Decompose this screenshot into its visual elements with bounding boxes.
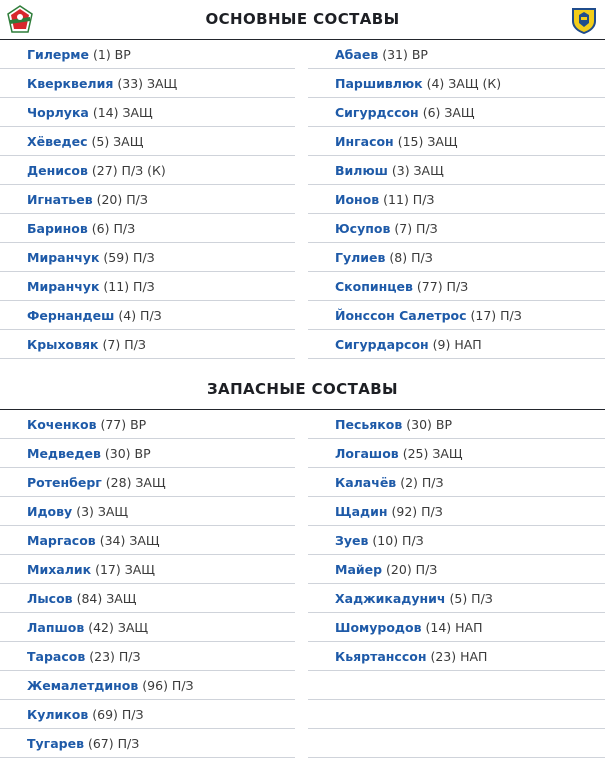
player-row[interactable] — [0, 301, 295, 330]
home-substitutes-list — [0, 410, 295, 758]
player-name[interactable]: Ионов — [335, 192, 380, 207]
player-name[interactable]: Гилерме — [27, 47, 89, 62]
player-row[interactable] — [308, 497, 605, 526]
player-name[interactable]: Ротенберг — [27, 475, 102, 490]
player-row[interactable] — [0, 410, 295, 439]
player-row[interactable] — [308, 613, 605, 642]
starting-lineups-header — [0, 0, 605, 40]
player-meta: (15) ЗАЩ — [397, 134, 458, 149]
empty-row — [308, 671, 605, 700]
player-meta: (77) ВР — [100, 417, 147, 432]
player-row[interactable] — [308, 156, 605, 185]
player-name[interactable]: Куликов — [27, 707, 89, 722]
player-meta: (27) П/З (К) — [91, 163, 166, 178]
player-row[interactable] — [0, 468, 295, 497]
player-row[interactable] — [308, 468, 605, 497]
player-name[interactable]: Баринов — [27, 221, 88, 236]
player-name[interactable]: Песьяков — [335, 417, 403, 432]
player-row[interactable] — [308, 301, 605, 330]
empty-row — [308, 729, 605, 758]
player-meta: (30) ВР — [104, 446, 151, 461]
player-meta: (7) П/З — [102, 337, 146, 352]
player-name[interactable]: Кьяртанссон — [335, 649, 427, 664]
player-row[interactable] — [0, 584, 295, 613]
player-meta: (3) ЗАЩ — [391, 163, 444, 178]
player-row[interactable] — [308, 410, 605, 439]
player-name[interactable]: Тугарев — [27, 736, 84, 751]
player-row[interactable] — [308, 243, 605, 272]
player-name[interactable]: Шомуродов — [335, 620, 422, 635]
player-name[interactable]: Абаев — [335, 47, 379, 62]
player-name[interactable]: Сигурдарсон — [335, 337, 429, 352]
player-meta: (6) ЗАЩ — [422, 105, 475, 120]
player-name[interactable]: Юсупов — [335, 221, 391, 236]
player-meta: (6) П/З — [91, 221, 136, 236]
player-row[interactable] — [308, 330, 605, 359]
player-row[interactable] — [308, 214, 605, 243]
player-meta: (17) П/З — [470, 308, 522, 323]
player-row[interactable] — [308, 185, 605, 214]
player-name[interactable]: Логашов — [335, 446, 399, 461]
player-meta: (14) ЗАЩ — [92, 105, 153, 120]
player-name[interactable]: Лапшов — [27, 620, 85, 635]
player-row[interactable] — [308, 526, 605, 555]
player-name[interactable]: Сигурдссон — [335, 105, 419, 120]
player-name[interactable]: Майер — [335, 562, 383, 577]
player-meta: (5) ЗАЩ — [91, 134, 144, 149]
player-name[interactable]: Калачёв — [335, 475, 397, 490]
player-meta: (77) П/З — [416, 279, 469, 294]
player-row[interactable] — [0, 243, 295, 272]
player-meta: (28) ЗАЩ — [105, 475, 166, 490]
player-row[interactable] — [0, 98, 295, 127]
player-row[interactable] — [0, 330, 295, 359]
player-name[interactable]: Щадин — [335, 504, 388, 519]
player-name[interactable]: Йонссон Салетрос — [335, 308, 467, 323]
player-name[interactable]: Вилюш — [335, 163, 388, 178]
player-name[interactable]: Чорлука — [27, 105, 89, 120]
player-row[interactable] — [308, 439, 605, 468]
player-row[interactable] — [0, 69, 295, 98]
player-name[interactable]: Миранчук — [27, 250, 100, 265]
player-meta: (59) П/З — [103, 250, 155, 265]
player-name[interactable]: Паршивлюк — [335, 76, 423, 91]
player-name[interactable]: Ингасон — [335, 134, 394, 149]
player-meta: (4) П/З — [118, 308, 162, 323]
player-meta: (5) П/З — [449, 591, 493, 606]
player-meta: (9) НАП — [432, 337, 482, 352]
player-row[interactable] — [308, 98, 605, 127]
player-name[interactable]: Гулиев — [335, 250, 386, 265]
player-row[interactable] — [0, 156, 295, 185]
player-meta: (67) П/З — [87, 736, 140, 751]
player-name[interactable]: Хёведес — [27, 134, 88, 149]
player-name[interactable]: Идову — [27, 504, 73, 519]
player-row[interactable] — [308, 642, 605, 671]
player-meta: (92) П/З — [391, 504, 443, 519]
substitutes-header — [0, 370, 605, 410]
player-meta: (1) ВР — [92, 47, 131, 62]
player-row[interactable] — [308, 272, 605, 301]
section-title: ОСНОВНЫЕ СОСТАВЫ — [205, 10, 400, 28]
rostov-logo-icon[interactable] — [570, 5, 598, 35]
player-row[interactable] — [308, 555, 605, 584]
player-name[interactable]: Коченков — [27, 417, 97, 432]
player-name[interactable]: Хаджикадунич — [335, 591, 446, 606]
player-meta: (33) ЗАЩ — [117, 76, 178, 91]
player-row[interactable] — [0, 700, 295, 729]
player-meta: (20) П/З — [96, 192, 148, 207]
player-row[interactable] — [0, 613, 295, 642]
player-name[interactable]: Михалик — [27, 562, 92, 577]
player-meta: (8) П/З — [389, 250, 433, 265]
player-meta: (23) П/З — [89, 649, 141, 664]
player-name[interactable]: Жемалетдинов — [27, 678, 139, 693]
player-meta: (4) ЗАЩ (К) — [426, 76, 502, 91]
player-name[interactable]: Тарасов — [27, 649, 86, 664]
away-substitutes-list — [308, 410, 605, 758]
player-meta: (23) НАП — [430, 649, 488, 664]
player-meta: (3) ЗАЩ — [76, 504, 129, 519]
player-meta: (42) ЗАЩ — [88, 620, 149, 635]
section-title: ЗАПАСНЫЕ СОСТАВЫ — [207, 380, 398, 398]
player-meta: (34) ЗАЩ — [99, 533, 160, 548]
home-starting-list — [0, 40, 295, 359]
player-row[interactable] — [0, 526, 295, 555]
player-meta: (20) П/З — [386, 562, 438, 577]
player-meta: (31) ВР — [382, 47, 428, 62]
player-meta: (14) НАП — [425, 620, 483, 635]
player-row[interactable] — [308, 40, 605, 69]
player-row[interactable] — [308, 69, 605, 98]
empty-row — [308, 700, 605, 729]
player-name[interactable]: Миранчук — [27, 279, 100, 294]
player-name[interactable]: Зуев — [335, 533, 369, 548]
player-name[interactable]: Кверквелия — [27, 76, 114, 91]
player-row[interactable] — [0, 185, 295, 214]
player-meta: (84) ЗАЩ — [76, 591, 137, 606]
player-meta: (25) ЗАЩ — [402, 446, 463, 461]
player-name[interactable]: Игнатьев — [27, 192, 93, 207]
player-name[interactable]: Скопинцев — [335, 279, 413, 294]
player-row[interactable] — [308, 127, 605, 156]
player-name[interactable]: Фернандеш — [27, 308, 115, 323]
player-meta: (7) П/З — [394, 221, 438, 236]
player-row[interactable] — [0, 439, 295, 468]
player-row[interactable] — [0, 214, 295, 243]
player-meta: (11) П/З — [103, 279, 155, 294]
player-name[interactable]: Денисов — [27, 163, 88, 178]
player-row[interactable] — [0, 642, 295, 671]
player-row[interactable] — [0, 497, 295, 526]
substitutes-section — [0, 370, 605, 762]
player-row[interactable] — [0, 40, 295, 69]
away-starting-list — [308, 40, 605, 359]
player-name[interactable]: Крыховяк — [27, 337, 99, 352]
player-meta: (2) П/З — [400, 475, 444, 490]
starting-lineups-section — [0, 0, 605, 360]
player-meta: (10) П/З — [372, 533, 424, 548]
player-meta: (17) ЗАЩ — [95, 562, 155, 577]
player-name[interactable]: Маргасов — [27, 533, 96, 548]
player-row[interactable] — [308, 584, 605, 613]
player-row[interactable] — [0, 729, 295, 758]
player-meta: (69) П/З — [92, 707, 144, 722]
player-row[interactable] — [0, 127, 295, 156]
player-meta: (11) П/З — [383, 192, 435, 207]
player-name[interactable]: Медведев — [27, 446, 101, 461]
player-meta: (30) ВР — [406, 417, 452, 432]
player-row[interactable] — [0, 671, 295, 700]
player-name[interactable]: Лысов — [27, 591, 73, 606]
player-row[interactable] — [0, 272, 295, 301]
player-meta: (96) П/З — [142, 678, 194, 693]
player-row[interactable] — [0, 555, 295, 584]
